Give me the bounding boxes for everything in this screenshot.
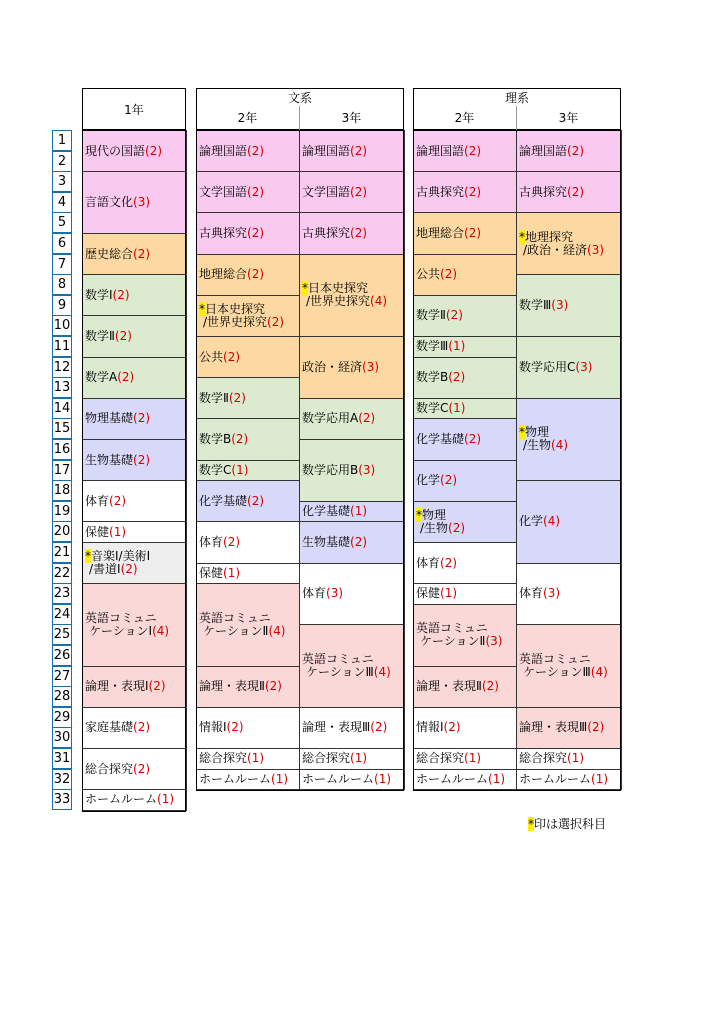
bunkei-year2-header: 2年 — [237, 111, 258, 125]
subject-name: 公共 — [416, 267, 441, 282]
subject-credits: (2) — [350, 184, 368, 199]
subject-cell — [413, 212, 517, 254]
subject-cell — [299, 563, 405, 626]
period-number: 7 — [52, 254, 72, 275]
period-number: 17 — [52, 460, 72, 481]
subject-name: 地理総合 — [199, 267, 248, 282]
elective-star-icon: * — [519, 229, 525, 244]
subject-name: 歴史総合 — [85, 246, 134, 261]
subject-credits: (1) — [223, 565, 241, 580]
subject-cell — [196, 748, 300, 770]
subject-credits: (2) — [350, 534, 368, 549]
period-number: 5 — [52, 212, 72, 233]
subject-cell — [413, 604, 517, 667]
subject-credits: (2) — [370, 720, 388, 735]
period-number: 3 — [52, 171, 72, 192]
rikei-header-divider — [516, 106, 517, 130]
elective-star-icon: * — [416, 507, 422, 522]
subject-cell — [413, 254, 517, 296]
period-number: 28 — [52, 686, 72, 707]
subject-cell — [299, 398, 405, 440]
subject-credits: (2) — [587, 720, 605, 735]
subject-credits: (2) — [445, 308, 463, 323]
subject-name: 化学 — [416, 473, 441, 488]
subject-cell — [413, 295, 517, 337]
subject-name: /書道Ⅰ — [89, 562, 121, 577]
subject-cell — [413, 357, 517, 399]
subject-credits: (2) — [114, 328, 132, 343]
subject-cell — [516, 336, 622, 399]
subject-credits: (2) — [443, 720, 461, 735]
subject-credits: (2) — [231, 431, 249, 446]
subject-credits: (2) — [247, 143, 265, 158]
period-number: 25 — [52, 624, 72, 645]
subject-credits: (3) — [575, 359, 593, 374]
subject-credits: (2) — [223, 349, 241, 364]
subject-credits: (4) — [551, 438, 569, 453]
subject-name: /政治・経済 — [523, 242, 588, 257]
subject-name: 数学Ⅰ — [85, 287, 113, 302]
elective-star-icon: * — [519, 425, 525, 440]
subject-name: /世界史探究 — [306, 294, 371, 309]
subject-name: 古典探究 — [519, 184, 568, 199]
subject-cell — [516, 707, 622, 749]
subject-credits: (2) — [247, 493, 265, 508]
subject-cell — [196, 563, 300, 585]
subject-name: 文学国語 — [302, 184, 351, 199]
subject-credits: (3) — [326, 586, 344, 601]
subject-name: 数学応用B — [302, 462, 359, 477]
subject-credits: (2) — [464, 225, 482, 240]
subject-name: 生物基礎 — [85, 452, 134, 467]
subject-name: 英語コミュニ — [199, 610, 271, 625]
elective-star-icon: * — [85, 549, 91, 564]
subject-name: 論理国語 — [519, 143, 568, 158]
subject-name: 数学C — [416, 401, 449, 416]
period-number: 33 — [52, 789, 72, 810]
period-number: 6 — [52, 233, 72, 254]
subject-name: 地理総合 — [416, 225, 465, 240]
subject-cell — [413, 460, 517, 502]
subject-name: 現代の国語 — [85, 143, 146, 158]
subject-cell — [196, 171, 300, 213]
subject-name: 物理 — [422, 507, 447, 522]
subject-cell — [413, 748, 517, 770]
subject-name: ケーションⅡ — [203, 623, 269, 638]
subject-name: 英語コミュニ — [519, 652, 591, 667]
subject-credits: (2) — [464, 431, 482, 446]
subject-name: 論理国語 — [302, 143, 351, 158]
subject-credits: (2) — [120, 562, 138, 577]
subject-name: 数学Ⅱ — [416, 308, 446, 323]
elective-star-icon: * — [302, 281, 308, 296]
subject-cell — [299, 439, 405, 502]
subject-name: 論理・表現Ⅰ — [85, 679, 149, 694]
subject-cell — [196, 254, 300, 296]
subject-cell — [299, 707, 405, 749]
subject-name: 化学基礎 — [416, 431, 465, 446]
subject-credits: (1) — [350, 504, 368, 519]
subject-cell — [516, 748, 622, 770]
subject-name: ケーションⅠ — [89, 623, 153, 638]
subject-name: ホームルーム — [85, 792, 158, 807]
subject-cell — [196, 521, 300, 563]
subject-name: 数学応用A — [302, 411, 359, 426]
subject-credits: (2) — [448, 520, 466, 535]
subject-name: 総合探究 — [519, 751, 568, 766]
subject-cell — [196, 480, 300, 522]
subject-credits: (3) — [587, 242, 605, 257]
subject-credits: (2) — [440, 473, 458, 488]
subject-credits: (2) — [133, 720, 151, 735]
period-number: 22 — [52, 563, 72, 584]
subject-cell — [413, 769, 517, 791]
subject-cell — [413, 398, 517, 420]
subject-cell — [413, 336, 517, 358]
subject-credits: (1) — [271, 771, 289, 786]
subject-cell — [413, 542, 517, 584]
subject-credits: (2) — [567, 143, 585, 158]
subject-name: 情報Ⅰ — [416, 720, 444, 735]
subject-name: 古典探究 — [199, 225, 248, 240]
subject-credits: (1) — [109, 524, 127, 539]
subject-cell — [82, 542, 187, 584]
subject-name: 論理・表現Ⅲ — [302, 720, 371, 735]
subject-credits: (3) — [362, 359, 380, 374]
subject-cell — [516, 212, 622, 275]
rikei-year2-header: 2年 — [454, 111, 475, 125]
subject-credits: (2) — [133, 411, 151, 426]
subject-cell — [516, 171, 622, 213]
subject-credits: (1) — [448, 401, 466, 416]
subject-name: /生物 — [420, 520, 449, 535]
period-number: 30 — [52, 727, 72, 748]
subject-credits: (1) — [374, 771, 392, 786]
subject-name: ケーションⅢ — [306, 665, 374, 680]
subject-credits: (1) — [488, 771, 506, 786]
subject-cell — [82, 233, 187, 275]
footnote — [528, 815, 606, 832]
subject-name: 古典探究 — [302, 225, 351, 240]
subject-cell — [82, 357, 187, 399]
subject-name: 体育 — [416, 555, 441, 570]
period-number: 18 — [52, 480, 72, 501]
subject-name: 英語コミュニ — [302, 652, 374, 667]
subject-name: 総合探究 — [302, 751, 351, 766]
subject-credits: (1) — [567, 751, 585, 766]
period-number: 32 — [52, 769, 72, 790]
subject-name: 政治・経済 — [302, 359, 363, 374]
subject-name: 保健 — [85, 524, 110, 539]
subject-cell — [82, 583, 187, 666]
subject-cell — [413, 583, 517, 605]
subject-credits: (2) — [358, 411, 376, 426]
subject-credits: (1) — [440, 586, 458, 601]
subject-name: 生物基礎 — [302, 534, 351, 549]
subject-cell — [82, 521, 187, 543]
subject-credits: (2) — [148, 679, 166, 694]
subject-cell — [299, 521, 405, 563]
period-number: 26 — [52, 645, 72, 666]
subject-name: /生物 — [523, 438, 552, 453]
subject-cell — [82, 315, 187, 357]
subject-cell — [82, 707, 187, 749]
period-number: 27 — [52, 666, 72, 687]
subject-name: 化学基礎 — [199, 493, 248, 508]
period-number: 2 — [52, 151, 72, 172]
subject-name: 数学Ⅱ — [199, 390, 229, 405]
period-number: 16 — [52, 439, 72, 460]
subject-cell — [299, 171, 405, 213]
subject-cell — [299, 212, 405, 254]
subject-cell — [516, 624, 622, 707]
subject-cell — [196, 418, 300, 460]
period-number: 15 — [52, 418, 72, 439]
subject-name: 家庭基礎 — [85, 720, 134, 735]
subject-name: 古典探究 — [416, 184, 465, 199]
subject-name: 文学国語 — [199, 184, 248, 199]
subject-name: 音楽Ⅰ/美術Ⅰ — [91, 549, 151, 564]
subject-cell — [196, 666, 300, 708]
subject-name: 公共 — [199, 349, 224, 364]
subject-credits: (1) — [350, 751, 368, 766]
subject-name: 数学Ⅱ — [85, 328, 115, 343]
period-number: 21 — [52, 542, 72, 563]
subject-name: 英語コミュニ — [416, 621, 488, 636]
subject-cell — [82, 748, 187, 790]
subject-cell — [299, 336, 405, 399]
subject-credits: (2) — [133, 452, 151, 467]
period-number: 23 — [52, 583, 72, 604]
year1-header: 1年 — [124, 103, 144, 117]
subject-cell — [196, 769, 300, 791]
subject-cell — [516, 480, 622, 563]
subject-credits: (2) — [226, 720, 244, 735]
subject-cell — [196, 583, 300, 666]
subject-name: 数学B — [416, 370, 449, 385]
rikei-year3-header: 3年 — [558, 111, 579, 125]
bunkei-header-divider — [299, 106, 300, 130]
subject-name: 数学C — [199, 462, 232, 477]
subject-name: 化学基礎 — [302, 504, 351, 519]
subject-name: 総合探究 — [85, 761, 134, 776]
period-number: 14 — [52, 398, 72, 419]
subject-cell — [82, 130, 187, 172]
subject-cell — [82, 480, 187, 522]
subject-name: 総合探究 — [199, 751, 248, 766]
subject-credits: (2) — [109, 493, 127, 508]
subject-cell — [196, 707, 300, 749]
subject-name: 数学Ⅲ — [519, 298, 552, 313]
subject-cell — [196, 336, 300, 378]
subject-cell — [516, 398, 622, 481]
bunkei-year3-header: 3年 — [341, 111, 362, 125]
subject-cell — [82, 171, 187, 234]
period-number: 9 — [52, 295, 72, 316]
subject-credits: (2) — [440, 555, 458, 570]
subject-credits: (4) — [543, 514, 561, 529]
subject-credits: (2) — [133, 246, 151, 261]
subject-credits: (2) — [464, 143, 482, 158]
subject-cell — [413, 707, 517, 749]
subject-name: /世界史探究 — [203, 314, 268, 329]
subject-cell — [196, 295, 300, 337]
subject-cell — [299, 130, 405, 172]
subject-credits: (4) — [268, 623, 286, 638]
subject-name: 地理探究 — [525, 229, 574, 244]
subject-credits: (4) — [152, 623, 170, 638]
subject-credits: (3) — [358, 462, 376, 477]
subject-name: 総合探究 — [416, 751, 465, 766]
subject-cell — [413, 666, 517, 708]
subject-name: 数学A — [85, 370, 118, 385]
subject-cell — [299, 624, 405, 707]
subject-name: ホームルーム — [519, 771, 592, 786]
subject-name: 論理・表現Ⅱ — [416, 679, 482, 694]
subject-name: 論理国語 — [199, 143, 248, 158]
subject-name: 体育 — [519, 586, 544, 601]
subject-credits: (2) — [133, 761, 151, 776]
subject-credits: (2) — [481, 679, 499, 694]
period-number: 20 — [52, 521, 72, 542]
subject-credits: (3) — [485, 634, 503, 649]
subject-credits: (1) — [231, 462, 249, 477]
subject-name: 日本史探究 — [205, 301, 266, 316]
subject-credits: (2) — [440, 267, 458, 282]
period-number: 29 — [52, 707, 72, 728]
subject-name: 数学Ⅲ — [416, 339, 449, 354]
subject-credits: (2) — [448, 370, 466, 385]
period-number: 19 — [52, 501, 72, 522]
subject-name: ホームルーム — [302, 771, 375, 786]
footnote-text: 印は選択科目 — [534, 817, 607, 831]
subject-cell — [299, 254, 405, 337]
subject-credits: (1) — [591, 771, 609, 786]
subject-credits: (1) — [448, 339, 466, 354]
subject-cell — [196, 460, 300, 482]
subject-name: 数学B — [199, 431, 232, 446]
subject-credits: (2) — [145, 143, 163, 158]
subject-cell — [82, 398, 187, 440]
subject-cell — [299, 501, 405, 523]
subject-credits: (2) — [464, 184, 482, 199]
subject-name: 数学応用C — [519, 359, 576, 374]
subject-cell — [413, 130, 517, 172]
period-number: 13 — [52, 377, 72, 398]
subject-credits: (1) — [464, 751, 482, 766]
period-number: 24 — [52, 604, 72, 625]
subject-credits: (3) — [133, 195, 151, 210]
subject-cell — [413, 501, 517, 543]
subject-credits: (2) — [112, 287, 130, 302]
period-number: 8 — [52, 274, 72, 295]
period-number: 1 — [52, 130, 72, 151]
subject-name: 体育 — [199, 534, 224, 549]
subject-credits: (2) — [350, 143, 368, 158]
subject-name: 日本史探究 — [308, 281, 369, 296]
subject-name: ケーションⅢ — [523, 665, 591, 680]
subject-name: 化学 — [519, 514, 544, 529]
subject-name: ホームルーム — [416, 771, 489, 786]
period-number: 31 — [52, 748, 72, 769]
rikei-header: 理系 — [504, 91, 529, 105]
subject-name: 体育 — [85, 493, 110, 508]
period-number: 12 — [52, 357, 72, 378]
subject-cell — [299, 769, 405, 791]
subject-name: 物理基礎 — [85, 411, 134, 426]
subject-cell — [82, 274, 187, 316]
subject-cell — [82, 789, 187, 811]
subject-name: 体育 — [302, 586, 327, 601]
period-number: 11 — [52, 336, 72, 357]
subject-credits: (2) — [223, 534, 241, 549]
subject-credits: (3) — [551, 298, 569, 313]
subject-cell — [516, 563, 622, 626]
footnote-star: * — [528, 817, 534, 831]
subject-cell — [196, 377, 300, 419]
subject-credits: (3) — [543, 586, 561, 601]
period-number: 4 — [52, 192, 72, 213]
subject-credits: (1) — [247, 751, 265, 766]
subject-name: 論理・表現Ⅲ — [519, 720, 588, 735]
subject-credits: (2) — [247, 267, 265, 282]
subject-credits: (4) — [590, 665, 608, 680]
subject-credits: (2) — [267, 314, 285, 329]
subject-credits: (2) — [350, 225, 368, 240]
period-number: 10 — [52, 315, 72, 336]
subject-name: 物理 — [525, 425, 550, 440]
subject-credits: (4) — [373, 665, 391, 680]
subject-cell — [299, 748, 405, 770]
elective-star-icon: * — [199, 301, 205, 316]
subject-cell — [82, 666, 187, 708]
subject-cell — [82, 439, 187, 481]
subject-credits: (2) — [228, 390, 246, 405]
subject-credits: (1) — [157, 792, 175, 807]
subject-credits: (4) — [370, 294, 388, 309]
subject-name: ケーションⅡ — [420, 634, 486, 649]
subject-cell — [516, 130, 622, 172]
subject-name: 論理国語 — [416, 143, 465, 158]
subject-cell — [516, 274, 622, 337]
subject-name: ホームルーム — [199, 771, 272, 786]
subject-cell — [196, 130, 300, 172]
subject-cell — [516, 769, 622, 791]
subject-name: 保健 — [199, 565, 224, 580]
subject-name: 保健 — [416, 586, 441, 601]
subject-name: 英語コミュニ — [85, 610, 157, 625]
bunkei-header: 文系 — [287, 91, 312, 105]
subject-cell — [196, 212, 300, 254]
subject-credits: (2) — [567, 184, 585, 199]
subject-credits: (2) — [247, 184, 265, 199]
subject-credits: (2) — [264, 679, 282, 694]
subject-name: 言語文化 — [85, 195, 134, 210]
subject-cell — [413, 418, 517, 460]
subject-credits: (2) — [247, 225, 265, 240]
subject-name: 情報Ⅰ — [199, 720, 227, 735]
subject-cell — [413, 171, 517, 213]
subject-name: 論理・表現Ⅱ — [199, 679, 265, 694]
subject-credits: (2) — [117, 370, 135, 385]
